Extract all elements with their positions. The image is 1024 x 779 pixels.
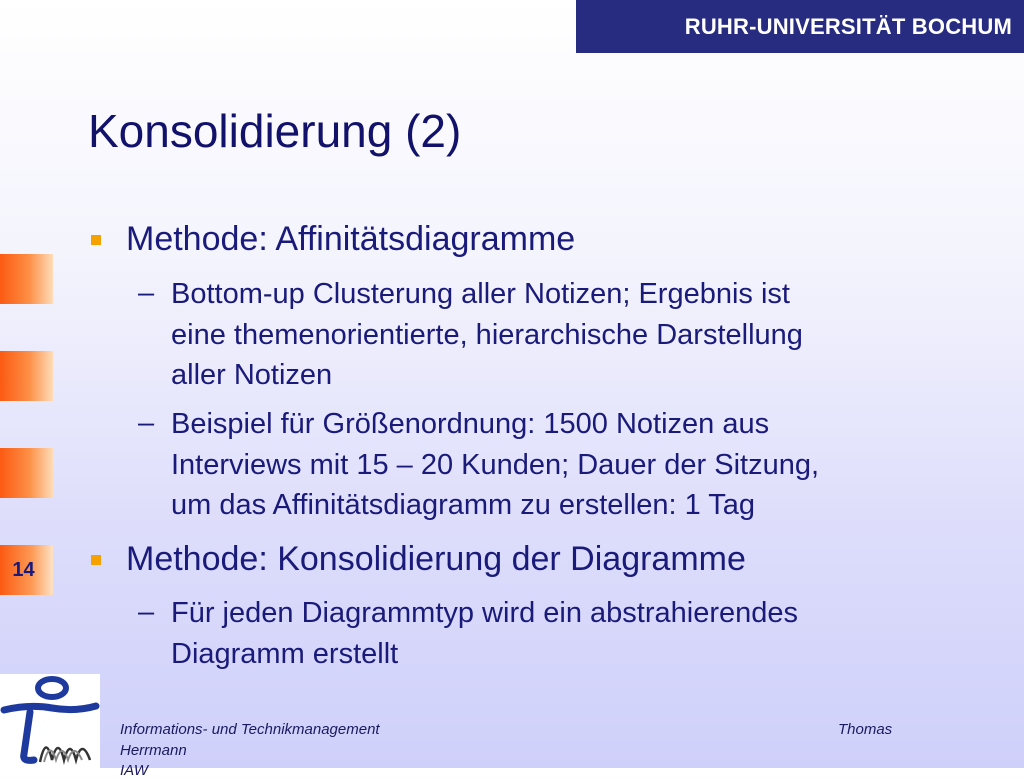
dash-icon: – [138,407,155,439]
subitem-line: Interviews mit 15 – 20 Kunden; Dauer der Sitzung, [171,448,820,481]
footer-right-text: Thomas [838,721,893,738]
subitem-text [171,274,803,396]
subitem-line: um das Affinitätsdiagramm zu erstellen: 1 Tag [171,489,756,521]
footer-author-line: Herrmann [120,742,187,759]
slide-number-text: 14 [12,558,35,581]
dash-icon: – [138,277,155,309]
university-name: RUHR-UNIVERSITÄT BOCHUM [684,13,1012,39]
bullet-text: Methode: Konsolidierung der Diagramme [126,540,746,578]
subitem-line: eine themenorientierte, hierarchische Darstellung [171,318,803,351]
subitem-line: Diagramm erstellt [171,637,399,670]
footer-institute-line: IAW [120,762,149,779]
slide-title: Konsolidierung (2) [88,105,462,157]
subitem-text [171,593,798,674]
subitem-text [171,404,819,526]
institute-logo [0,674,100,768]
bullet-text: Methode: Affinitätsdiagramme [126,220,576,258]
subitem-line: Bottom-up Clusterung aller Notizen; Ergebnis ist [171,278,790,310]
subitem-line: Für jeden Diagrammtyp wird ein abstrahierendes [171,597,799,629]
dash-icon: – [138,596,155,628]
footer-left-text: Informations- und Technikmanagement [120,721,380,738]
bullet-square-icon [91,555,101,565]
subitem-line: aller Notizen [171,359,333,391]
subitem-line: Beispiel für Größenordnung: 1500 Notizen aus [171,408,770,440]
logo-icon [0,674,100,768]
bullet-square-icon [91,235,101,245]
